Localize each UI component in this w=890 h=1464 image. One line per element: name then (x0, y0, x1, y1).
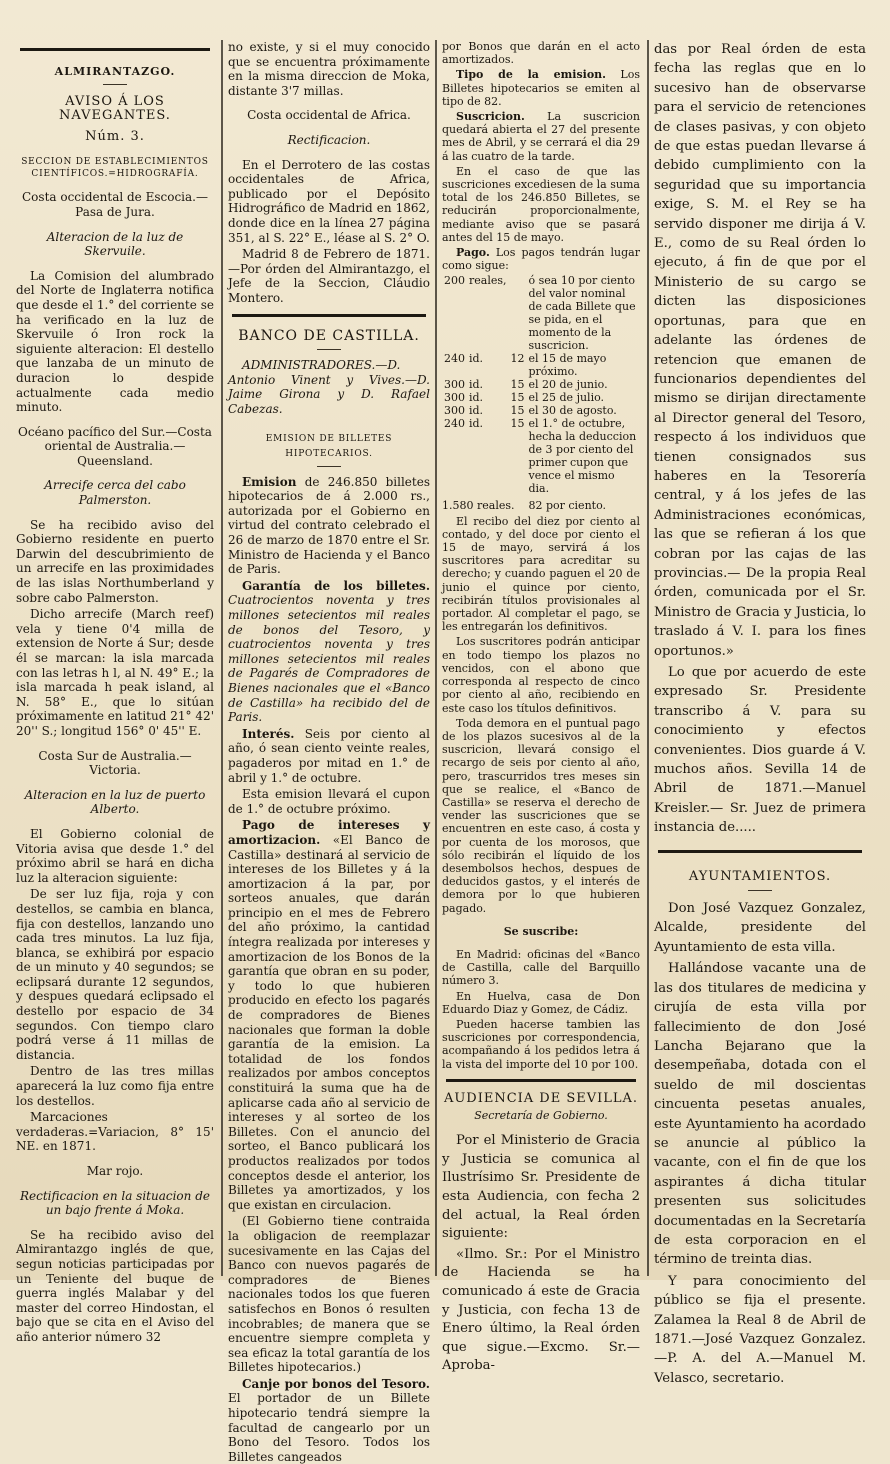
column-4 (654, 40, 866, 1386)
paragraph-canje: Canje por bonos del Tesoro. El portador de un Billete hipotecario tendrá siempre la facultad de cangearlo por un Bono del Tesoro. Todos los Billetes cangeados (228, 1376, 430, 1464)
paragraph-interes: Interés. Seis por ciento al año, ó sean ciento veinte reales, pagaderos por mitad en 1.° de abril y 1.° de octubre. (228, 726, 430, 785)
divider (103, 84, 127, 85)
notice-number: Núm. 3. (85, 128, 145, 144)
paragraph: En Huelva, casa de Don Eduardo Diaz y Gomez, de Cádiz. (442, 989, 640, 1016)
administrators: ADMINISTRADORES.—D. Antonio Vinent y Vives.—D. Jaime Girona y D. Rafael Cabezas. (228, 358, 430, 416)
paragraph: Esta emision llevará el cupon de 1.° de octubre próximo. (228, 787, 430, 816)
paragraph: Se ha recibido aviso del Almirantazgo inglés de que, segun noticias participadas por un Teniente del buque de guerra inglés Malabar y del master del correo Hindostan, el bajo que se cita en el Aviso del año anterior número 32 (16, 1227, 214, 1344)
audiencia-title: AUDIENCIA DE SEVILLA. (443, 1090, 639, 1106)
paragraph-suscricion: Suscricion. La suscricion quedará abierta el 27 del presente mes de Abril, y se cerrará el dia 29 á las cuatro de la tarde. (442, 110, 640, 163)
paragraph: Se ha recibido aviso del Gobierno residente en puerto Darwin del descubrimiento de un arrecife en las proximidades de las islas Northumberland y sobre cabo Palmerston. (16, 517, 214, 605)
bank-title: BANCO DE CASTILLA. (238, 327, 420, 344)
subject-heading: Rectificacion en la situacion de un bajo frente á Moka. (20, 1188, 210, 1218)
paragraph-tipo: Tipo de la emision. Los Billetes hipotecarios se emiten al tipo de 82. (442, 68, 640, 108)
divider (20, 48, 210, 51)
subject-heading: Alteracion de la luz de Skervuile. (46, 229, 184, 259)
paragraph: En Madrid: oficinas del «Banco de Castilla, calle del Barquillo número 3. (442, 947, 640, 988)
paragraph-pago: Pago. Los pagos tendrán lugar como sigue: (442, 246, 640, 273)
paragraph: «Ilmo. Sr.: Por el Ministro de Hacienda se ha comunicado á este de Gracia y Justicia, con fecha 13 de Enero último, la Real órden que sigue.—Excmo. Sr.—Aproba- (442, 1246, 640, 1374)
divider (232, 314, 426, 317)
column-2 (228, 40, 430, 1464)
column-3 (442, 40, 640, 1374)
paragraph: La Comision del alumbrado del Norte de Inglaterra notifica que desde el 1.° del corriente se ha verificado en la luz de Skervuile ó Iron rock la siguiente alteracion: El destello que lanzaba de un minuto de duracion lo despide actualmente cada medio minuto. (16, 268, 214, 415)
divider (317, 349, 341, 350)
signature: Madrid 8 de Febrero de 1871. —Por órden del Almirantazgo, el Jefe de la Seccion, Cláudio Montero. (228, 247, 430, 305)
paragraph: Pueden hacerse tambien las suscriciones por correspondencia, acompañando á los pedidos letra á la vista del importe del 10 por 100. (442, 1017, 640, 1071)
payment-total: 1.580 reales. 82 por ciento. (442, 499, 607, 513)
column-rule (435, 40, 437, 1276)
paragraph: En el Derrotero de las costas occidentales de Africa, publicado por el Depósito Hidrográfico de Madrid en 1862, donde dice en la línea 27 página 351, al S. 22° E., léase al S. 2° O. (228, 157, 430, 245)
paragraph: Dicho arrecife (March reef) vela y tiene 0'4 milla de extension de Norte á Sur; desde él se marcan: la isla marcada con las letras h l, al N. 49° E.; la isla marcada h peak island, al N. 58° E., que lo sitúan próximamente en latitud 21° 42' 20'' S.; longitud 156° 0' 45'' E. (16, 607, 214, 738)
paragraph: Hallándose vacante una de las dos titulares de medicina y cirujía de esta villa por fallecimiento de don José Lancha Bejarano que la desempeñaba, dotada con el sueldo de mil doscientas cincuenta pesetas anuales, este Ayuntamiento ha acordado se anuncie al público la vacante, con el fin de que los aspirantes á dicha titular presenten sus solicitudes documentadas en la Secretaría de esta corporacion en el término de treinta dias. (654, 961, 866, 1268)
table-row: 300 id. 15 el 20 de junio. (444, 378, 608, 392)
column-1 (16, 40, 214, 1344)
column-rule (221, 40, 223, 1276)
divider (658, 850, 862, 853)
notice-title: AVISO Á LOS NAVEGANTES. (59, 93, 171, 124)
paragraph-garantia: Garantía de los billetes. Cuatrocientos noventa y tres millones setecientos mil reales de bonos del Tesoro, y cuatrocientos noventa y tres millones setecientos mil reales de Pagarés de Compradores de Bienes nacionales que el «Banco de Castilla» ha recibido del de Paris. (228, 578, 430, 725)
paragraph: por Bonos que darán en el acto amortizados. (442, 40, 640, 67)
region-heading: Costa occidental de Africa. (247, 108, 411, 123)
region-heading: Costa occidental de Escocia.—Pasa de Jura. (22, 190, 208, 219)
emission-title: EMISION DE BILLETES HIPOTECARIOS. (265, 434, 393, 460)
region-heading: Mar rojo. (86, 1164, 144, 1178)
secretaria-heading: Secretaría de Gobierno. (474, 1108, 608, 1122)
paragraph: En el caso de que las suscriciones excediesen de la suma total de los 246.850 Billetes, se reducirán proporcionalmente, mediante aviso que se pasará antes del 15 de mayo. (442, 164, 640, 244)
paragraph: Don José Vazquez Gonzalez, Alcalde, presidente del Ayuntamiento de esta villa. (654, 901, 866, 955)
region-heading: Costa Sur de Australia.—Victoria. (38, 748, 192, 778)
paragraph: El Gobierno colonial de Vitoria avisa que desde 1.° del próximo abril se hará en dicha luz la alteracion siguiente: (16, 826, 214, 885)
paragraph: Marcaciones verdaderas.=Variacion, 8° 15' NE. en 1871. (16, 1110, 214, 1154)
payment-schedule (442, 274, 640, 495)
section-heading: ALMIRANTAZGO. (54, 65, 176, 78)
column-rule (647, 40, 649, 1276)
subscribe-heading: Se suscribe: (503, 924, 579, 938)
paragraph: Dentro de las tres millas aparecerá la luz como fija entre los destellos. (16, 1064, 214, 1108)
subject-heading: Rectificacion. (287, 132, 371, 147)
table-row: 300 id. 15 el 30 de agosto. (444, 404, 617, 418)
table-row: 200 reales, ó sea 10 por ciento del valor nominal de cada Billete que se pida, en el momento de la suscricion. (444, 274, 636, 353)
ayuntamientos-title: AYUNTAMIENTOS. (688, 868, 832, 884)
paragraph: Y para conocimiento del público se fija el presente. Zalamea la Real 8 de Abril de 1871.—José Vazquez Gonzalez.—P. A. del A.—Manuel M. Velasco, secretario. (654, 1273, 866, 1386)
paragraph: no existe, y si el muy conocido que se encuentra próximamente en la misma direccion de Moka, distante 3'7 millas. (228, 40, 430, 98)
paragraph: Por el Ministerio de Gracia y Justicia se comunica al Ilustrísimo Sr. Presidente de esta Audiencia, con fecha 2 del actual, la Real órden siguiente: (442, 1133, 640, 1242)
paragraph: Los suscritores podrán anticipar en todo tiempo los plazos no vencidos, con el abono que corresponda al respecto de cinco por ciento al año, recibiendo en este caso los títulos definitivos. (442, 635, 640, 715)
paragraph: Lo que por acuerdo de este expresado Sr. Presidente transcribo á V. para su conocimiento y efectos convenientes. Dios guarde á V. muchos años. Sevilla 14 de Abril de 1871.—Manuel Kreisler.— Sr. Juez de primera instancia de..... (654, 665, 866, 836)
region-heading: Océano pacífico del Sur.—Costa oriental de Australia.—Queensland. (18, 424, 212, 468)
audiencia-body (442, 1132, 640, 1376)
office-heading: SECCION DE ESTABLECIMIENTOS CIENTÍFICOS.=HIDROGRAFÍA. (21, 157, 209, 180)
paragraph: De ser luz fija, roja y con destellos, se cambia en blanca, fija con destellos, lanzando uno cada tres minutos. La luz fija, blanca, se exhibirá por espacio de un minuto y 40 segundos; se eclipsará durante 12 segundos, y despues quedará eclipsado el destello por espacio de 34 segundos. Con tiempo claro podrá verse á 11 millas de distancia. (16, 887, 214, 1062)
subject-heading: Arrecife cerca del cabo Palmerston. (44, 478, 186, 508)
divider (446, 1079, 636, 1082)
subject-heading: Alteracion en la luz de puerto Alberto. (24, 787, 206, 817)
table-row: 240 id. 15 el 1.° de octubre, hecha la deduccion de 3 por ciento del primer cupon que vence el mismo dia. (444, 417, 637, 496)
divider (748, 890, 772, 891)
table-row: 240 id. 12 el 15 de mayo próximo. (444, 352, 607, 379)
paragraph-pago: Pago de intereses y amortizacion. «El Banco de Castilla» destinará al servicio de intereses de los Billetes y á la amortizacion á la par, por sorteos anuales, que darán principio en el mes de Febrero del año próximo, la cantidad íntegra realizada por intereses y amortizacion de los Bonos de la garantía que obran en su poder, y todo lo que hubieren producido en efecto los pagarés de compradores de Bienes nacionales que forman la doble garantía de la emision. La totalidad de los fondos realizados por ambos conceptos constituirá la suma que ha de aplicarse cada año al servicio de intereses y al sorteo de los Billetes. Con el anuncio del sorteo, el Banco publicará los productos realizados por todos conceptos desde el anterior, los Billetes ya amortizados, y los que existan en circulacion. (228, 818, 430, 1212)
paragraph: (El Gobierno tiene contraida la obligacion de reemplazar sucesivamente en las Cajas del Banco con nuevos pagarés de compradores de Bienes nacionales todos los que fueren satisfechos en Bonos ó resulten incobrables; de manera que se encuentre siempre completa y sea eficaz la total garantía de los Billetes hipotecarios.) (228, 1214, 430, 1375)
paragraph: das por Real órden de esta fecha las reglas que en lo sucesivo han de observarse para el servicio de retenciones de clases pasivas, y con objeto de que estas puedan llevarse á debido cumplimiento con la seguridad que su importancia exige, S. M. el Rey se ha servido disponer me dirija á V. E., como de su Real órden lo ejecuto, á fin de que por el Ministerio de su cargo se dicten las disposiciones oportunas, para que en adelante las órdenes de retencion que emanen de funcionarios dependientes del mismo se dirijan directamente al Director general del Tesoro, respecto á los individuos que tienen consignados sus haberes en la Tesorería central, y á los jefes de las Administraciones económicas, las que se refieran á los que cobran por las cajas de las provincias.— De la propia Real órden, comunicada por el Sr. Ministro de Gracia y Justicia, lo traslado á V. I. para los fines oportunos.» (654, 42, 866, 659)
paragraph: El recibo del diez por ciento al contado, y del doce por ciento el 15 de mayo, servirá á los suscritores para acreditar su derecho; y cuando paguen el 20 de junio el quince por ciento, recibirán títulos provisionales al portador. Al completar el pago, se les entregarán los definitivos. (442, 514, 640, 634)
paragraph-emision: Emision de 246.850 billetes hipotecarios de á 2.000 rs., autorizada por el Gobierno en virtud del contrato celebrado el 26 de marzo de 1870 entre el Sr. Ministro de Hacienda y el Banco de Paris. (228, 474, 430, 577)
divider (317, 466, 341, 467)
paragraph: Toda demora en el puntual pago de los plazos sucesivos al de la suscricion, llevará consigo el recargo de seis por ciento al año, pero, trascurridos tres meses sin que se realice, el «Banco de Castilla» se reserva el derecho de vender las suscriciones que se encuentren en este caso, á costa y por cuenta de los morosos, que sólo recibirán el líquido de los desembolsos hechos, despues de deducidos gastos, y el interés de demora por lo que hubieren pagado. (442, 716, 640, 915)
table-row: 300 id. 15 el 25 de julio. (444, 391, 605, 405)
